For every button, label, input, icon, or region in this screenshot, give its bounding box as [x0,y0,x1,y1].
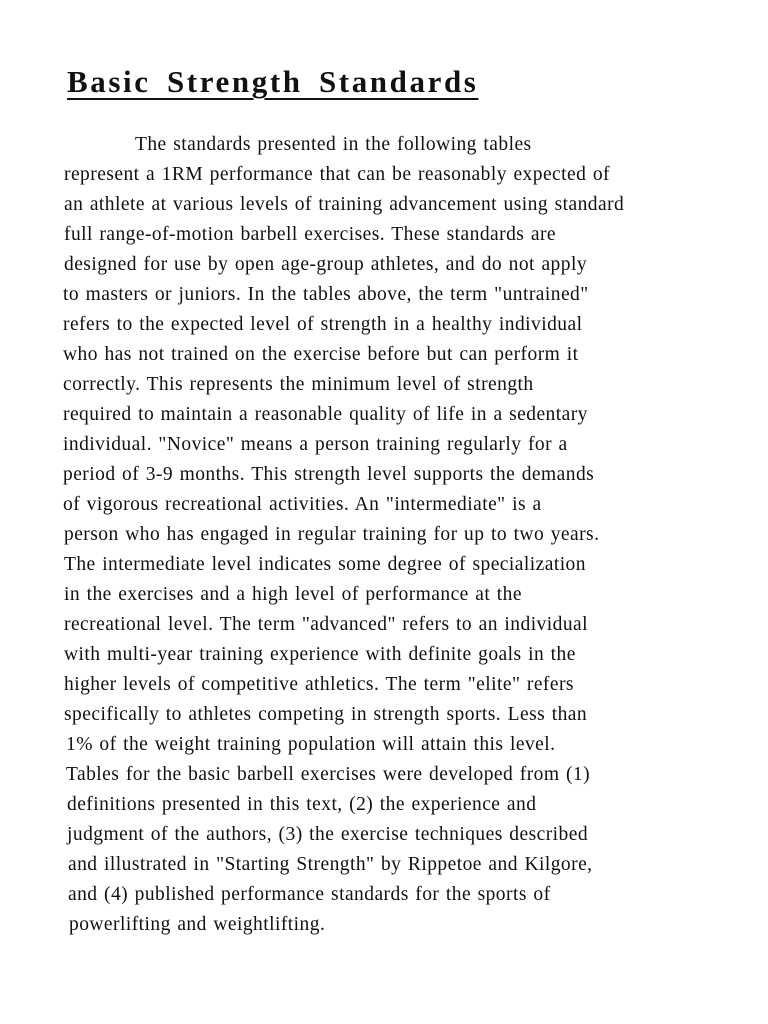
paragraph-line: powerlifting and weightlifting. [69,914,326,935]
paragraph-line: refers to the expected level of strength in a healthy individual [63,314,583,335]
paragraph-line: person who has engaged in regular training for up to two years. [64,524,600,545]
paragraph-line: required to maintain a reasonable quality of life in a sedentary [63,404,588,425]
paragraph-line: full range-of-motion barbell exercises. These standards are [64,224,556,245]
paragraph-line: The standards presented in the following tables [135,134,532,155]
paragraph-line: The intermediate level indicates some degree of specialization [64,554,586,575]
paragraph-line: period of 3-9 months. This strength level supports the demands [63,464,595,485]
paragraph-line: an athlete at various levels of training advancement using standard [64,194,625,215]
paragraph-line: designed for use by open age-group athletes, and do not apply [64,254,588,275]
paragraph-line: correctly. This represents the minimum level of strength [63,374,534,395]
paragraph-line: in the exercises and a high level of performance at the [64,584,522,605]
paragraph-line: and (4) published performance standards for the sports of [68,884,551,905]
paragraph-line: higher levels of competitive athletics. The term "elite" refers [64,674,574,695]
paragraph-line: 1% of the weight training population will attain this level. [66,734,556,755]
paragraph-line: recreational level. The term "advanced" refers to an individual [64,614,589,635]
paragraph-line: with multi-year training experience with definite goals in the [64,644,576,665]
paragraph-line: judgment of the authors, (3) the exercise techniques described [67,824,589,845]
paragraph-line: individual. "Novice" means a person training regularly for a [63,434,568,455]
paragraph-line: definitions presented in this text, (2) the experience and [67,794,537,815]
paragraph-line: of vigorous recreational activities. An "intermediate" is a [63,494,542,515]
paragraph-line: who has not trained on the exercise before but can perform it [63,344,579,365]
paragraph-line: and illustrated in "Starting Strength" by Rippetoe and Kilgore, [68,854,593,875]
page-title: Basic Strength Standards [67,64,479,99]
paragraph-line: to masters or juniors. In the tables above, the term "untrained" [63,284,589,305]
paragraph-line: represent a 1RM performance that can be reasonably expected of [64,164,611,185]
paragraph-line: Tables for the basic barbell exercises were developed from (1) [66,764,591,785]
paragraph-line: specifically to athletes competing in strength sports. Less than [64,704,588,725]
